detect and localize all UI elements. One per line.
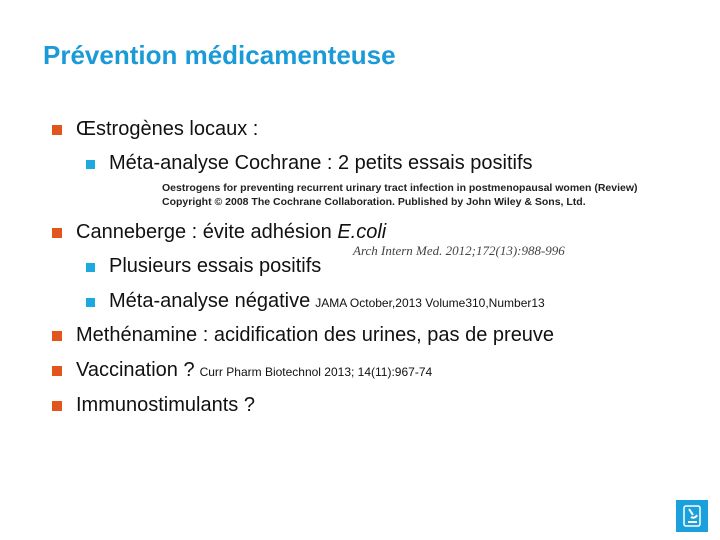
cochrane-reference: Oestrogens for preventing recurrent urinary tract infection in postmenopausal women (Review) Copyright © 2008 The Cochrane Collaboration. Published by John Wiley & Sons, Ltd.	[162, 182, 638, 208]
bullet-methenamine	[52, 324, 554, 347]
bullet-immunostimulants	[52, 394, 255, 417]
bullet-oestrogenes	[52, 118, 258, 141]
microscope-icon	[676, 500, 708, 532]
reference: Curr Pharm Biotechnol 2013; 14(11):967-74	[199, 365, 433, 379]
sub-bullet-essais	[86, 255, 321, 278]
bullet-marker	[52, 366, 62, 376]
bullet-text: Méta-analyse négative	[109, 290, 311, 312]
bullet-marker	[86, 160, 95, 169]
bullet-text: Œstrogènes locaux :	[76, 118, 259, 140]
bullet-marker	[52, 331, 62, 341]
bullet-marker	[52, 228, 62, 238]
sub-bullet-meta-negative	[86, 290, 545, 313]
arch-intern-med-reference: Arch Intern Med. 2012;172(13):988-996	[353, 243, 565, 258]
bullet-text: Methénamine : acidification des urines, pas de preuve	[76, 324, 555, 346]
sub-bullet-cochrane	[86, 152, 533, 175]
bullet-canneberge	[52, 221, 386, 244]
bullet-text: Immunostimulants ?	[76, 394, 255, 416]
bullet-vaccination	[52, 359, 432, 382]
bullet-marker	[86, 298, 95, 307]
reference: JAMA October,2013 Volume310,Number13	[315, 296, 545, 310]
bullet-text: Méta-analyse Cochrane : 2 petits essais positifs	[109, 152, 533, 174]
bullet-marker	[52, 125, 62, 135]
bullet-marker	[86, 263, 95, 272]
bullet-text: Plusieurs essais positifs	[109, 255, 322, 277]
bullet-text: Canneberge : évite adhésion	[76, 221, 338, 243]
bullet-text: Vaccination ?	[76, 359, 195, 381]
slide-title: Prévention médicamenteuse	[43, 40, 396, 70]
bullet-marker	[52, 401, 62, 411]
bullet-text-italic: E.coli	[337, 221, 387, 243]
